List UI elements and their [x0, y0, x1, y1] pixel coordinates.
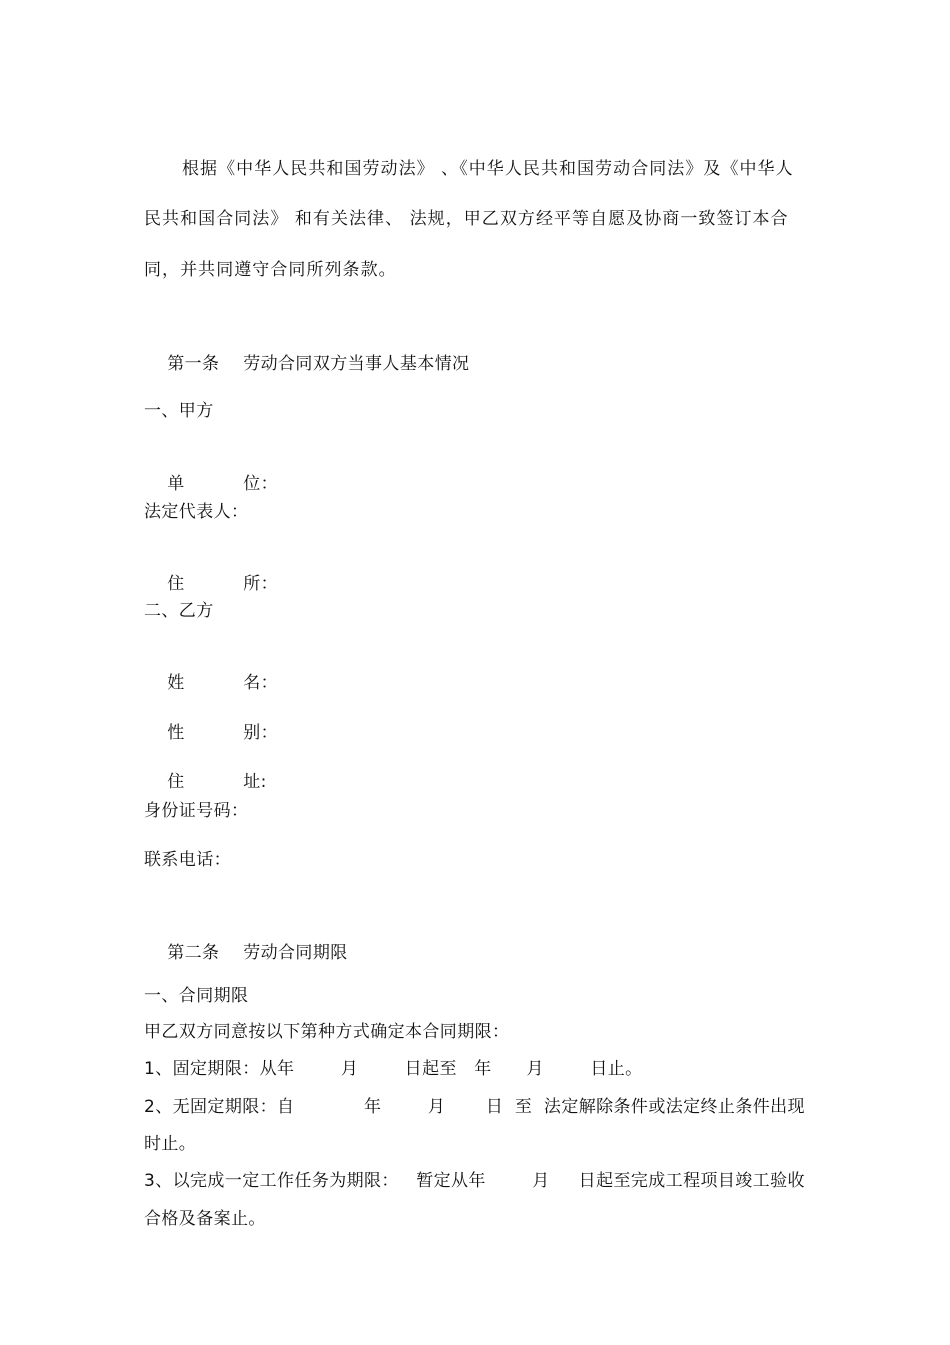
party-a-heading: 一、甲方	[144, 401, 214, 421]
party-b-phone-field: 联系电话：	[144, 850, 231, 870]
term-heading: 一、合同期限	[144, 986, 249, 1006]
article-2-number: 第二条	[167, 943, 220, 963]
party-b-heading: 二、乙方	[144, 601, 214, 621]
term-option-1: 1、固定期限：从年 月 日起至 年 月 日止。	[144, 1059, 643, 1079]
article-2-heading	[144, 920, 348, 986]
party-a-representative-field: 法定代表人：	[144, 502, 249, 522]
term-intro: 甲乙双方同意按以下第种方式确定本合同期限：	[144, 1022, 510, 1042]
party-b-name-label-2: 名：	[243, 673, 279, 693]
term-option-2: 2、无固定期限：自 年 月 日 至 法定解除条件或法定终止条件出现	[144, 1097, 805, 1117]
article-1-title: 劳动合同双方当事人基本情况	[243, 354, 470, 374]
article-1-heading	[144, 331, 469, 397]
party-a-unit-label-1: 单	[167, 474, 185, 494]
intro-line-3: 同，并共同遵守合同所列条款。	[144, 260, 397, 280]
party-b-name-label-1: 姓	[167, 673, 185, 693]
article-1-number: 第一条	[167, 354, 220, 374]
term-option-3-continuation: 合格及备案止。	[144, 1209, 266, 1229]
party-b-address-label-2: 址:	[243, 772, 267, 792]
party-b-address-label-1: 住	[167, 772, 185, 792]
article-2-title: 劳动合同期限	[243, 943, 348, 963]
term-option-2-continuation: 时止。	[144, 1134, 197, 1154]
term-option-3: 3、以完成一定工作任务为期限： 暂定从年 月 日起至完成工程项目竣工验收	[144, 1171, 805, 1191]
party-b-gender-label-1: 性	[167, 723, 185, 743]
party-b-gender-label-2: 别：	[243, 723, 279, 743]
party-b-id-field: 身份证号码：	[144, 801, 249, 821]
intro-line-2: 民共和国合同法》 和有关法律、 法规，甲乙双方经平等自愿及协商一致签订本合	[144, 209, 789, 229]
intro-line-1: 根据《中华人民共和国劳动法》 、《中华人民共和国劳动合同法》及《中华人	[182, 159, 794, 179]
party-a-unit-label-2: 位：	[243, 474, 279, 494]
party-a-address-label-2: 所：	[243, 574, 279, 594]
party-a-address-label-1: 住	[167, 574, 185, 594]
